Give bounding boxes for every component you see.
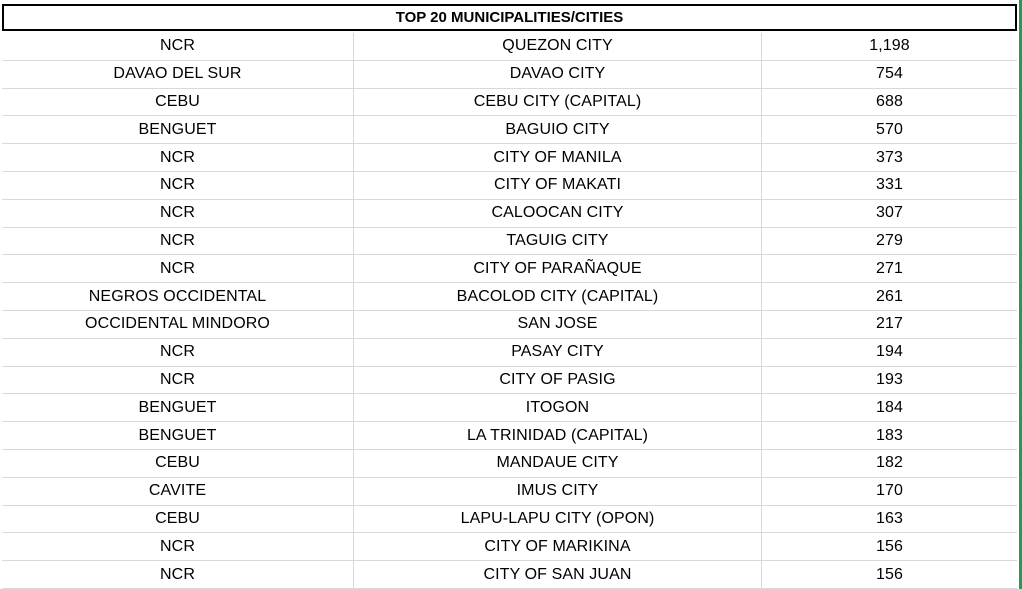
province-cell[interactable]: NCR [2, 228, 354, 255]
city-cell[interactable]: CITY OF MAKATI [354, 172, 762, 199]
table-row [2, 561, 1017, 589]
count-cell[interactable]: 156 [876, 565, 903, 583]
count-cell[interactable]: 331 [876, 176, 903, 194]
count-cell[interactable]: 217 [876, 315, 903, 333]
table-row [2, 116, 1017, 144]
count-cell[interactable]: 271 [876, 259, 903, 277]
city-cell[interactable]: CITY OF MARIKINA [354, 533, 762, 560]
table-row [2, 533, 1017, 561]
city-cell[interactable]: CITY OF MANILA [354, 144, 762, 171]
table-title-text: TOP 20 MUNICIPALITIES/CITIES [395, 9, 624, 26]
table-row [2, 394, 1017, 422]
table-row [2, 255, 1017, 283]
city-cell[interactable]: BAGUIO CITY [354, 116, 762, 143]
province-cell[interactable]: NCR [2, 533, 354, 560]
table-row [2, 144, 1017, 172]
city-cell[interactable]: LAPU-LAPU CITY (OPON) [354, 506, 762, 533]
count-cell[interactable]: 688 [876, 92, 903, 110]
count-cell[interactable]: 163 [876, 509, 903, 527]
count-cell[interactable]: 279 [876, 231, 903, 249]
table-row [2, 61, 1017, 89]
city-cell[interactable]: CITY OF PASIG [354, 367, 762, 394]
city-cell[interactable]: CITY OF SAN JUAN [354, 561, 762, 588]
table-title[interactable] [2, 4, 1017, 31]
table-row [2, 228, 1017, 256]
province-cell[interactable]: NEGROS OCCIDENTAL [2, 283, 354, 310]
province-cell[interactable]: OCCIDENTAL MINDORO [2, 311, 354, 338]
province-cell[interactable]: NCR [2, 367, 354, 394]
city-cell[interactable]: ITOGON [354, 394, 762, 421]
province-cell[interactable]: CEBU [2, 506, 354, 533]
province-cell[interactable]: NCR [2, 339, 354, 366]
count-cell[interactable]: 570 [876, 120, 903, 138]
count-cell[interactable]: 170 [876, 482, 903, 500]
province-cell[interactable]: BENGUET [2, 394, 354, 421]
count-cell[interactable]: 183 [876, 426, 903, 444]
table-row [2, 506, 1017, 534]
city-cell[interactable]: TAGUIG CITY [354, 228, 762, 255]
province-cell[interactable]: CAVITE [2, 478, 354, 505]
province-cell[interactable]: BENGUET [2, 116, 354, 143]
count-cell[interactable]: 1,198 [869, 37, 910, 55]
province-cell[interactable]: NCR [2, 561, 354, 588]
province-cell[interactable]: CEBU [2, 450, 354, 477]
city-cell[interactable]: SAN JOSE [354, 311, 762, 338]
province-cell[interactable]: NCR [2, 200, 354, 227]
count-cell[interactable]: 184 [876, 398, 903, 416]
province-cell[interactable]: NCR [2, 144, 354, 171]
city-cell[interactable]: CITY OF PARAÑAQUE [354, 255, 762, 282]
table-row [2, 422, 1017, 450]
count-cell[interactable]: 182 [876, 454, 903, 472]
table-row [2, 311, 1017, 339]
count-cell[interactable]: 194 [876, 343, 903, 361]
city-cell[interactable]: MANDAUE CITY [354, 450, 762, 477]
count-cell[interactable]: 754 [876, 65, 903, 83]
city-cell[interactable]: DAVAO CITY [354, 61, 762, 88]
city-cell[interactable]: QUEZON CITY [354, 33, 762, 60]
table-row [2, 478, 1017, 506]
count-cell[interactable]: 261 [876, 287, 903, 305]
province-cell[interactable]: NCR [2, 255, 354, 282]
city-cell[interactable]: IMUS CITY [354, 478, 762, 505]
count-cell[interactable]: 307 [876, 204, 903, 222]
province-cell[interactable]: CEBU [2, 89, 354, 116]
province-cell[interactable]: BENGUET [2, 422, 354, 449]
count-cell[interactable]: 156 [876, 537, 903, 555]
table-row [2, 172, 1017, 200]
table-row [2, 283, 1017, 311]
table-row [2, 89, 1017, 117]
city-cell[interactable]: CEBU CITY (CAPITAL) [354, 89, 762, 116]
province-cell[interactable]: DAVAO DEL SUR [2, 61, 354, 88]
count-cell[interactable]: 193 [876, 370, 903, 388]
table-row [2, 339, 1017, 367]
table-body [2, 33, 1017, 589]
city-cell[interactable]: CALOOCAN CITY [354, 200, 762, 227]
table-row [2, 200, 1017, 228]
province-cell[interactable]: NCR [2, 172, 354, 199]
table-row [2, 450, 1017, 478]
count-cell[interactable]: 373 [876, 148, 903, 166]
city-cell[interactable]: PASAY CITY [354, 339, 762, 366]
table-row [2, 367, 1017, 395]
table-row [2, 33, 1017, 61]
province-cell[interactable]: NCR [2, 33, 354, 60]
city-cell[interactable]: BACOLOD CITY (CAPITAL) [354, 283, 762, 310]
city-cell[interactable]: LA TRINIDAD (CAPITAL) [354, 422, 762, 449]
